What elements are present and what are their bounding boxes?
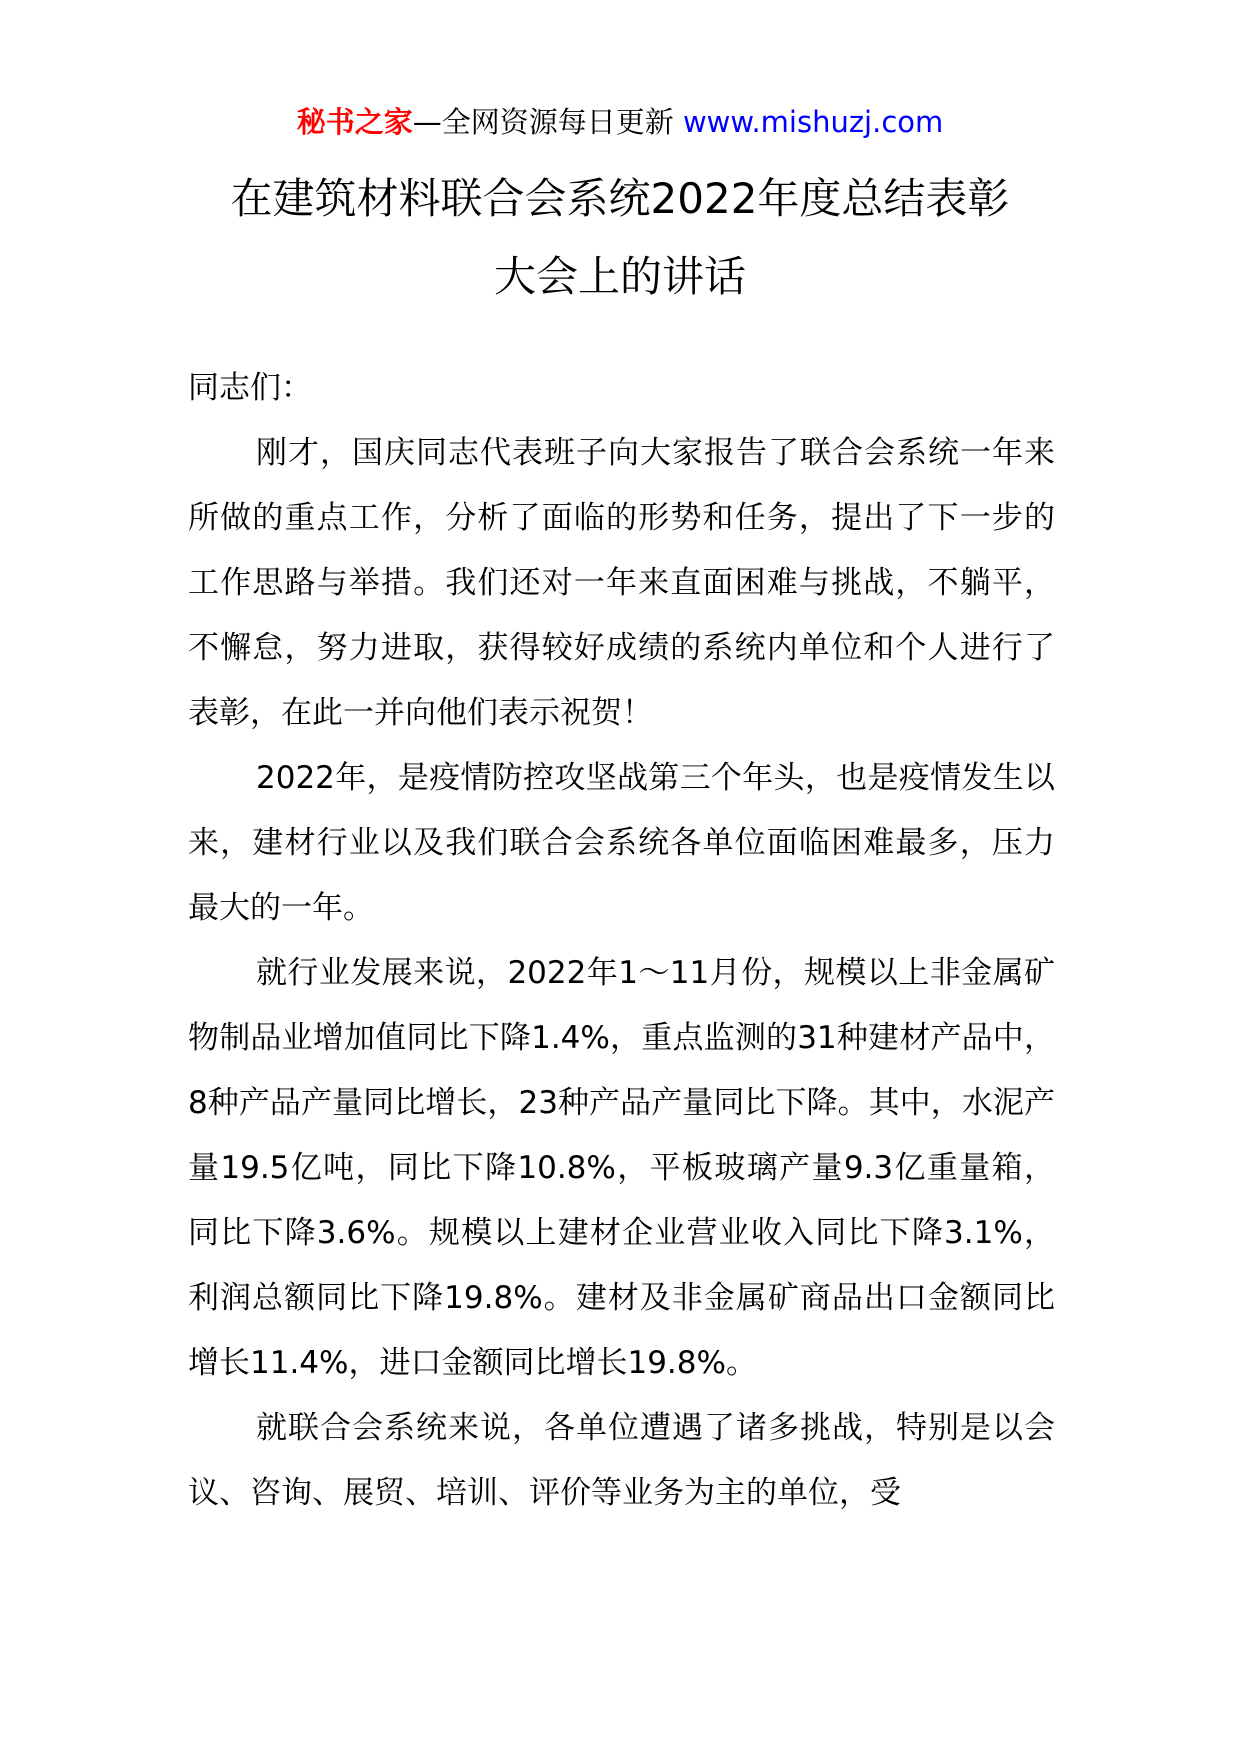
paragraph-3: 就行业发展来说，2022年1～11月份，规模以上非金属矿物制品业增加值同比下降1.4%，重点监测的31种建材产品中，8种产品产量同比增长，23种产品产量同比下降。其中，水泥产量19.5亿吨，同比下降10.8%，平板玻璃产量9.3亿重量箱，同比下降3.6%。规模以上建材企业营业收入同比下降3.1%，利润总额同比下降19.8%。建材及非金属矿商品出口金额同比增长11.4%，进口金额同比增长19.8%。	[188, 955, 1055, 1381]
header-banner	[0, 102, 1240, 142]
brand-name: 秘书之家	[296, 105, 413, 139]
document-body	[188, 356, 1055, 1526]
greeting: 同志们：	[188, 370, 312, 406]
paragraph-1: 刚才，国庆同志代表班子向大家报告了联合会系统一年来所做的重点工作，分析了面临的形势和任务，提出了下一步的工作思路与举措。我们还对一年来直面困难与挑战，不躺平，不懈怠，努力进取，获得较好成绩的系统内单位和个人进行了表彰，在此一并向他们表示祝贺！	[188, 435, 1055, 731]
website-link[interactable]: www.mishuzj.com	[682, 105, 944, 139]
title-line-2: 大会上的讲话	[493, 252, 746, 301]
paragraph-4: 就联合会系统来说，各单位遭遇了诸多挑战，特别是以会议、咨询、展贸、培训、评价等业务为主的单位，受	[188, 1410, 1055, 1511]
brand-slogan: —全网资源每日更新	[412, 105, 674, 139]
paragraph-2: 2022年，是疫情防控攻坚战第三个年头，也是疫情发生以来，建材行业以及我们联合会系统各单位面临困难最多，压力最大的一年。	[188, 760, 1055, 926]
document-title	[150, 160, 1090, 316]
title-line-1: 在建筑材料联合会系统2022年度总结表彰	[230, 174, 1010, 223]
